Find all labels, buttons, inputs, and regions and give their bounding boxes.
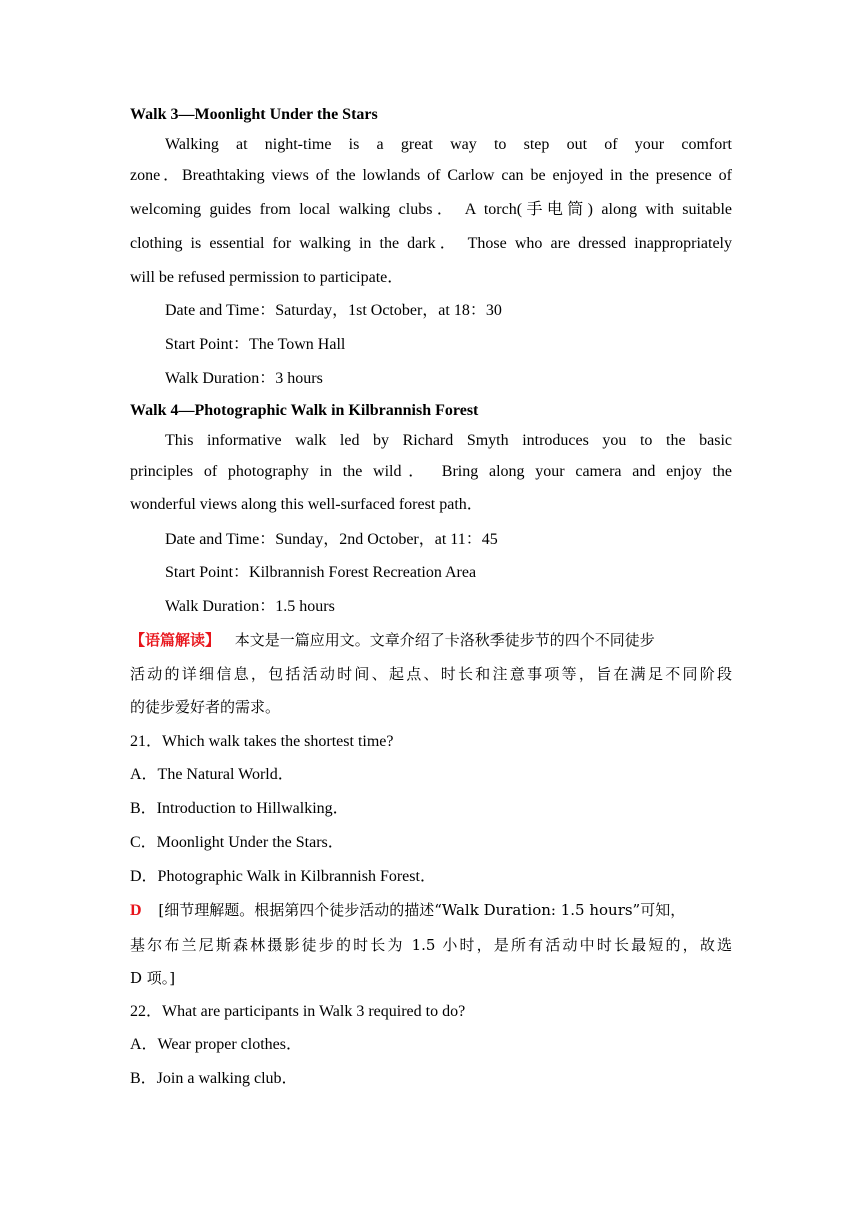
q21-explanation-line: D 项。]: [130, 969, 176, 987]
q21-option-a: A．The Natural World．: [130, 766, 294, 783]
reading-line: 活动的详细信息，包括活动时间、起点、时长和注意事项等，旨在满足不同阶段: [130, 665, 732, 683]
q21-explanation-line: 基尔布兰尼斯森林摄影徒步的时长为 1.5 小时，是所有活动中时长最短的，故选: [130, 936, 732, 954]
walk3-title: Walk 3—Moonlight Under the Stars: [130, 106, 378, 123]
reading-text: 本文是一篇应用文。文章介绍了卡洛秋季徒步节的四个不同徒步: [234, 631, 655, 649]
walk3-duration: Walk Duration：3 hours: [165, 370, 323, 387]
walk4-duration: Walk Duration：1.5 hours: [165, 598, 335, 615]
walk3-text-line: welcoming guides from local walking clubs． A torch(手电筒) along with suitable: [130, 201, 732, 218]
walk4-text-line: wonderful views along this well-surfaced forest path．: [130, 496, 483, 513]
walk4-text-line: This informative walk led by Richard Smyth introduces you to the basic: [165, 432, 732, 449]
walk4-date-time: Date and Time：Sunday，2nd October，at 11：45: [165, 531, 498, 548]
q22-question: 22．What are participants in Walk 3 required to do?: [130, 1003, 466, 1020]
walk3-date-time: Date and Time：Saturday，1st October，at 18：30: [165, 302, 502, 319]
q21-option-d: D．Photographic Walk in Kilbrannish Forest．: [130, 868, 436, 885]
q21-answer: D: [130, 902, 142, 919]
walk3-text-line: Walking at night-time is a great way to step out of your comfort: [165, 136, 732, 153]
q21-explanation-line-1: [130, 900, 732, 921]
reading-line: 的徒步爱好者的需求。: [130, 698, 281, 716]
reading-line-1: [130, 630, 732, 650]
q22-option-a: A．Wear proper clothes．: [130, 1036, 302, 1053]
q21-option-c: C．Moonlight Under the Stars．: [130, 834, 344, 851]
walk3-text-line: will be refused permission to participate．: [130, 269, 404, 286]
walk3-start-point: Start Point：The Town Hall: [165, 336, 346, 353]
walk4-text-line: principles of photography in the wild． Bring along your camera and enjoy the: [130, 463, 732, 480]
q22-option-b: B．Join a walking club．: [130, 1070, 298, 1087]
walk4-title: Walk 4—Photographic Walk in Kilbrannish Forest: [130, 402, 479, 419]
walk3-text-line: clothing is essential for walking in the dark． Those who are dressed inappropriately: [130, 235, 733, 252]
q21-question: 21．Which walk takes the shortest time?: [130, 733, 394, 750]
walk3-text-line: zone．Breathtaking views of the lowlands of Carlow can be enjoyed in the presence of: [130, 167, 732, 184]
q21-option-b: B．Introduction to Hillwalking．: [130, 800, 349, 817]
reading-tag: 【语篇解读】: [130, 631, 221, 649]
q21-explanation-text: [细节理解题。根据第四个徒步活动的描述“Walk Duration: 1.5 hours”可知，: [158, 901, 686, 919]
walk4-start-point: Start Point：Kilbrannish Forest Recreation Area: [165, 564, 477, 581]
